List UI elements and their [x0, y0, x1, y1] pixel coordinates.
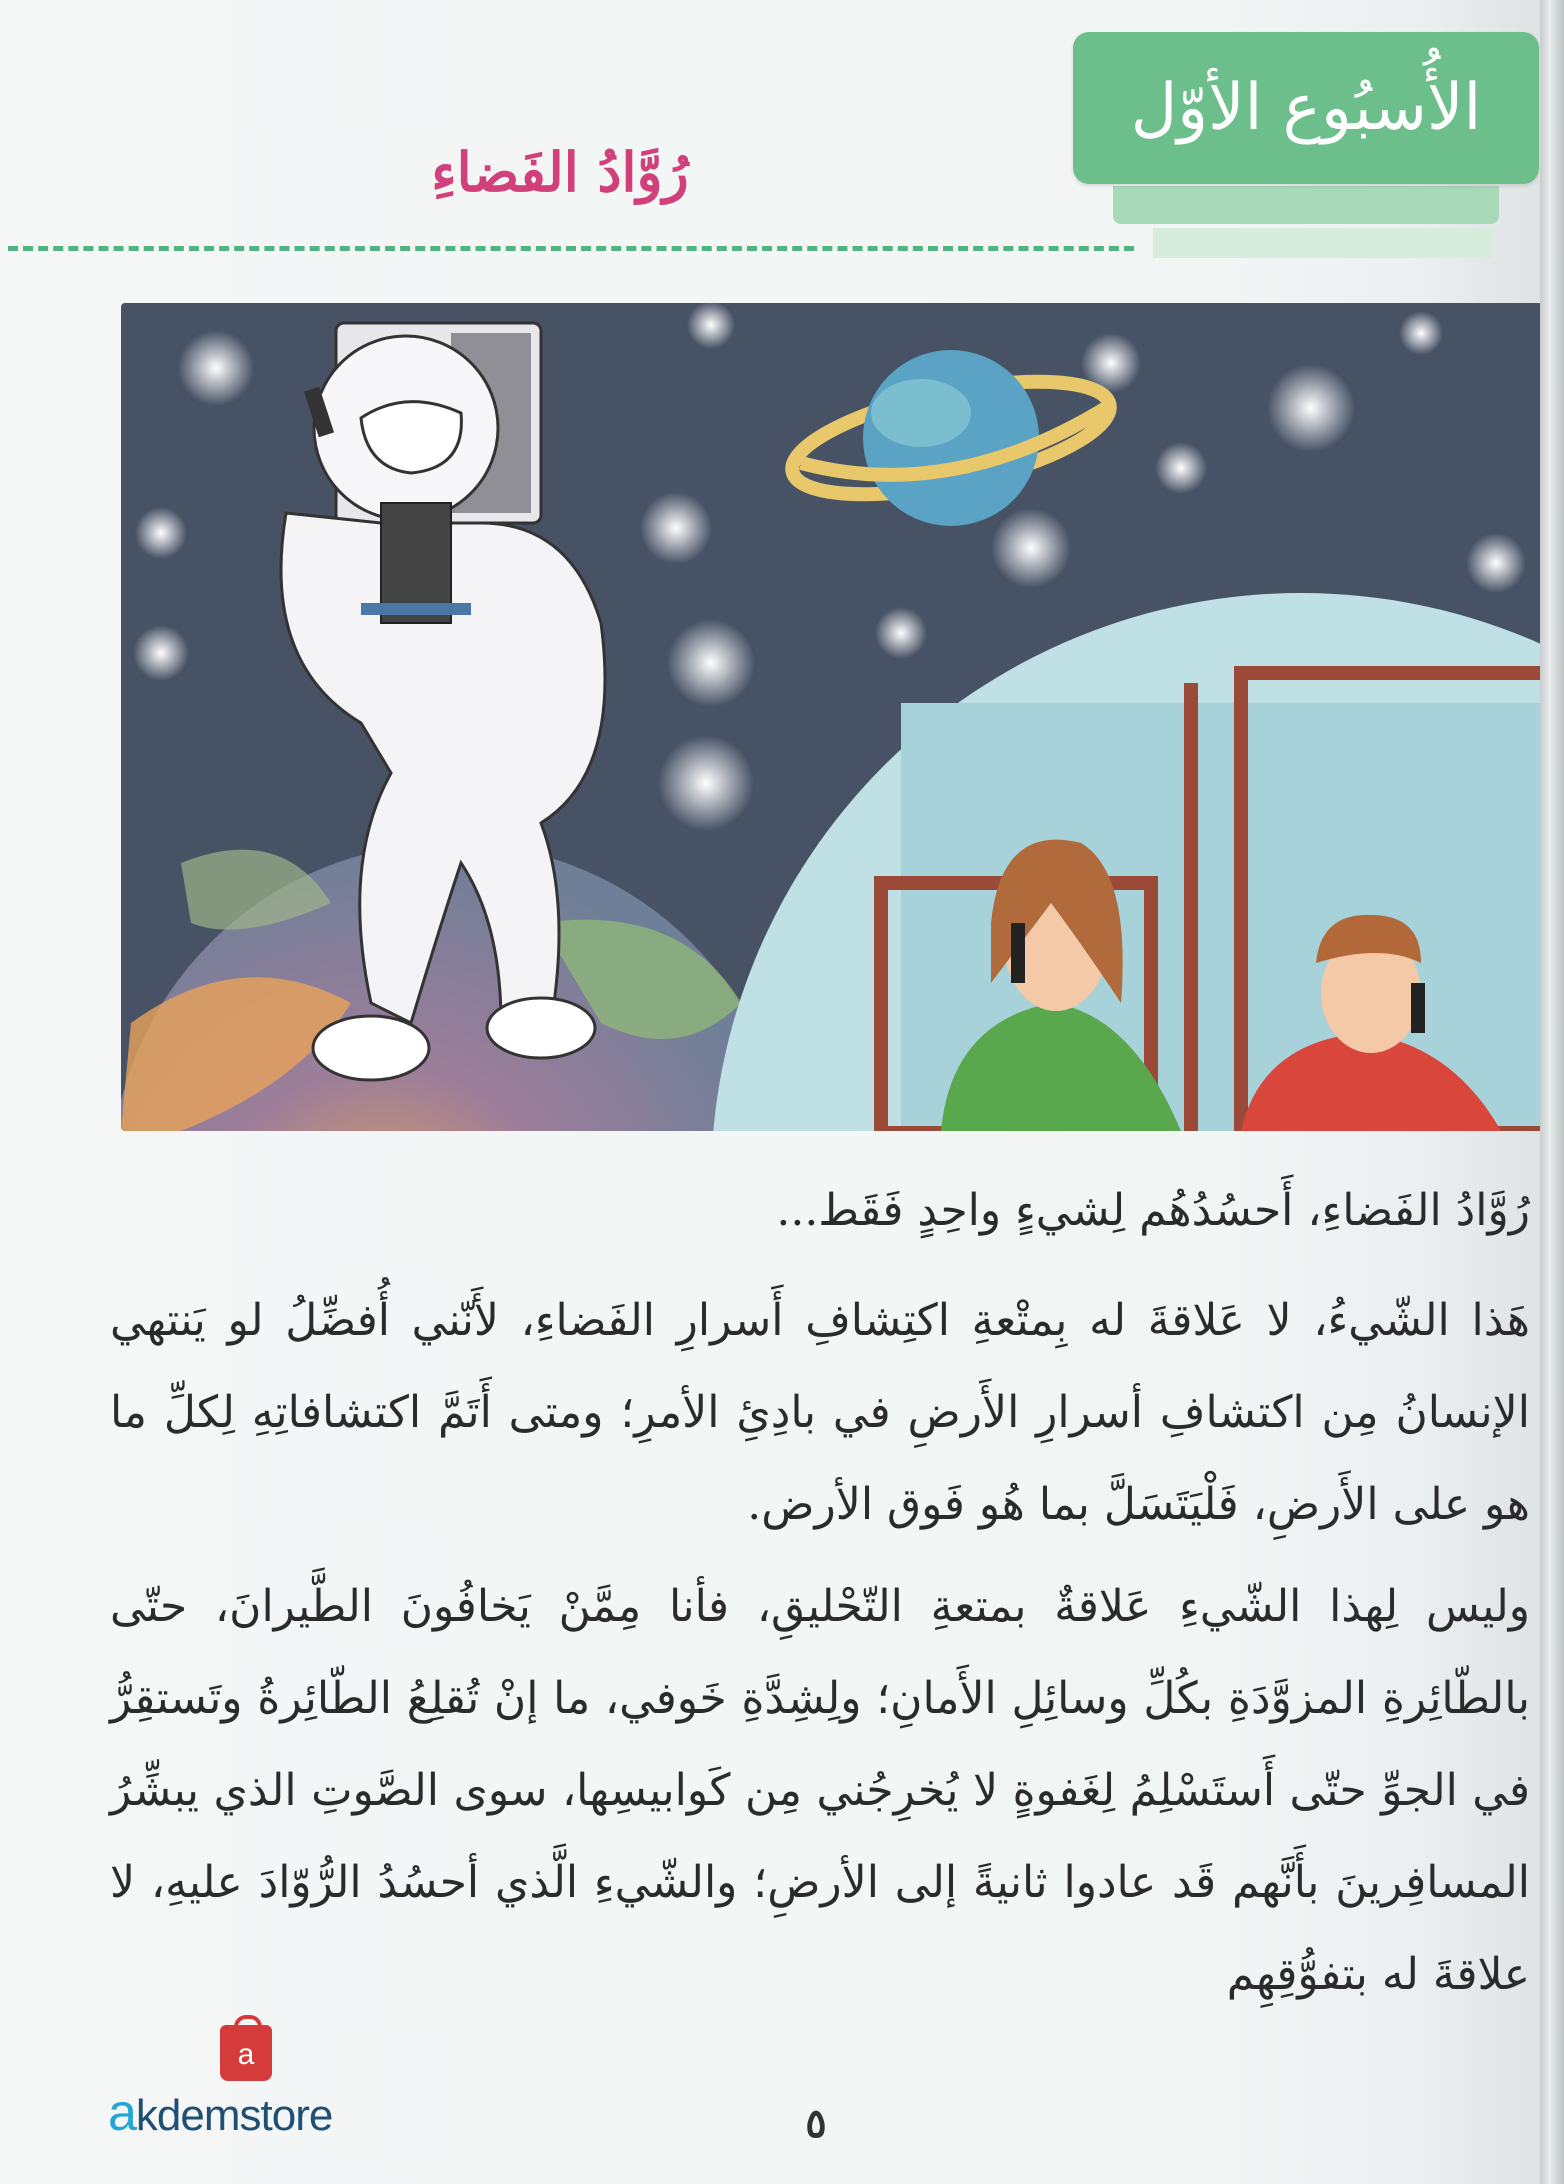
- week-title: الأُسبُوع الأوّل: [1130, 71, 1482, 145]
- lesson-title: رُوَّادُ الفَضاءِ: [431, 140, 689, 204]
- paragraph-3: وليس لِهذا الشّيءِ عَلاقةٌ بمتعةِ التّحْليقِ، فأنا مِمَّنْ يَخافُونَ الطَّيرانَ، حتّى بالطّائِرةِ المزوَّدَةِ بكُلِّ وسائِلِ الأَمانِ؛ ولِشِدَّةِ خَوفي، ما إنْ تُقلِعُ الطّائِرةُ وتَستقِرُّ في الجوِّ حتّى أَستَسْلِمُ لِغَفوةٍ لا يُخرِجُني مِن كَوابيسِها، سوى الصَّوتِ الذي يبشِّرُ المسافِرينَ بأَنَّهم قَد عادوا ثانيةً إلى الأرضِ؛ والشّيءِ الَّذي أحسُدُ الرُّوّادَ عليهِ، لا علاقةَ له بتفوُّقِهِم: [110, 1581, 1530, 2000]
- illustration-svg: [121, 303, 1540, 1131]
- logo-wordmark: kdemstore: [135, 2091, 333, 2140]
- story-text: [110, 1165, 1530, 2031]
- page-number: ٥: [805, 2100, 827, 2147]
- akdemstore-logo: [108, 2025, 408, 2142]
- week-tab-underlay-light: [1153, 228, 1493, 258]
- week-tab: [1073, 32, 1539, 184]
- ringed-planet: [783, 350, 1119, 526]
- title-divider: [8, 246, 1134, 251]
- paragraph-1: رُوَّادُ الفَضاءِ، أَحسُدُهُم لِشيءٍ واحِدٍ فَقَط...: [776, 1185, 1530, 1236]
- logo-letter: a: [108, 2084, 136, 2142]
- shopping-bag-icon: a: [220, 2025, 272, 2081]
- earth: [121, 843, 791, 1131]
- logo-text: [108, 2083, 332, 2143]
- book-spine: [1540, 0, 1564, 2184]
- week-tab-underlay: [1113, 186, 1499, 224]
- paragraph-2: هَذا الشّيءُ، لا عَلاقةَ له بِمتْعةِ اكتِشافِ أَسرارِ الفَضاءِ، لأَنّني أُفضِّلُ لو يَنتهي الإنسانُ مِن اكتشافِ أسرارِ الأَرضِ في بادِئِ الأمرِ؛ ومتى أَتَمَّ اكتشافاتِهِ لِكلِّ ما هو على الأَرضِ، فَلْيَتَسَلَّ بما هُو فَوق الأرض.: [110, 1295, 1530, 1530]
- illustration-astronaut: [121, 303, 1540, 1131]
